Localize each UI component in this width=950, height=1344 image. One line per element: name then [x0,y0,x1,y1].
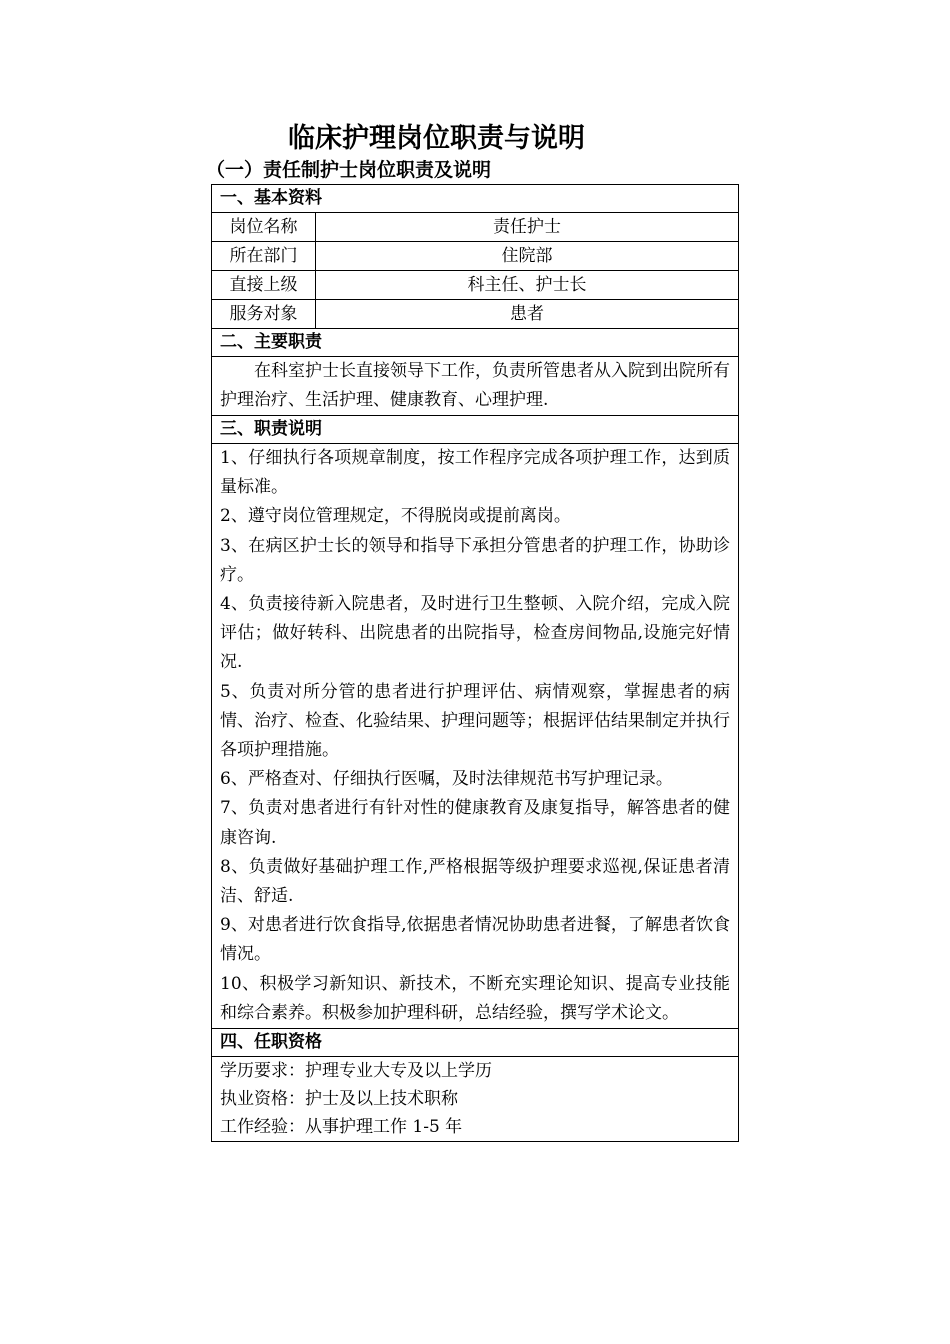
position-name-label: 岗位名称 [212,213,316,242]
list-item: 10、积极学习新知识、新技术，不断充实理论知识、提高专业技能和综合素养。积极参加护理科研，总结经验，撰写学术论文。 [220,973,730,1023]
table-row [212,213,739,242]
section-header-qualifications: 四、任职资格 [212,1029,739,1057]
main-duties-text: 在科室护士长直接领导下工作，负责所管患者从入院到出院所有护理治疗、生活护理、健康教育、心理护理. [212,357,739,416]
education-requirement: 学历要求：护理专业大专及以上学历 [220,1061,492,1082]
list-item: 8、负责做好基础护理工作,严格根据等级护理要求巡视,保证患者清洁、舒适. [220,856,730,907]
list-item: 5、负责对所分管的患者进行护理评估、病情观察，掌握患者的病情、治疗、检查、化验结果、护理问题等；根据评估结果制定并执行各项护理措施。 [220,681,730,761]
service-target-value: 患者 [316,300,739,329]
list-item: 3、在病区护士长的领导和指导下承担分管患者的护理工作，协助诊疗。 [220,535,730,585]
table-row [212,357,739,416]
section-header-row [212,185,739,213]
document-title: 临床护理岗位职责与说明 [288,123,585,154]
supervisor-label: 直接上级 [212,271,316,300]
duty-description-list [212,444,739,1029]
document-subtitle: （一）责任制护士岗位职责及说明 [206,159,492,181]
qualifications-list [212,1057,739,1142]
list-item: 4、负责接待新入院患者，及时进行卫生整顿、入院介绍，完成入院评估；做好转科、出院患者的出院指导，检查房间物品,设施完好情况. [220,594,730,673]
supervisor-value: 科主任、护士长 [316,271,739,300]
list-item: 6、严格查对、仔细执行医嘱，及时法律规范书写护理记录。 [220,769,673,790]
job-description-table [211,184,739,1142]
table-row [212,444,739,1029]
section-header-row [212,416,739,444]
service-target-label: 服务对象 [212,300,316,329]
table-row [212,271,739,300]
department-value: 住院部 [316,242,739,271]
section-header-description: 三、职责说明 [212,416,739,444]
section-header-row [212,329,739,357]
list-item: 7、负责对患者进行有针对性的健康教育及康复指导，解答患者的健康咨询. [220,798,730,848]
position-name-value: 责任护士 [316,213,739,242]
section-header-duties: 二、主要职责 [212,329,739,357]
license-requirement: 执业资格：护士及以上技术职称 [220,1089,458,1110]
table-row [212,242,739,271]
section-header-basic: 一、基本资料 [212,185,739,213]
list-item: 2、遵守岗位管理规定，不得脱岗或提前离岗。 [220,506,571,527]
list-item: 9、对患者进行饮食指导,依据患者情况协助患者进餐，了解患者饮食情况。 [220,915,730,965]
list-item: 1、仔细执行各项规章制度，按工作程序完成各项护理工作，达到质量标准。 [220,448,730,498]
department-label: 所在部门 [212,242,316,271]
table-row [212,300,739,329]
section-header-row [212,1029,739,1057]
experience-requirement: 工作经验：从事护理工作 1-5 年 [220,1117,463,1138]
table-row [212,1057,739,1142]
